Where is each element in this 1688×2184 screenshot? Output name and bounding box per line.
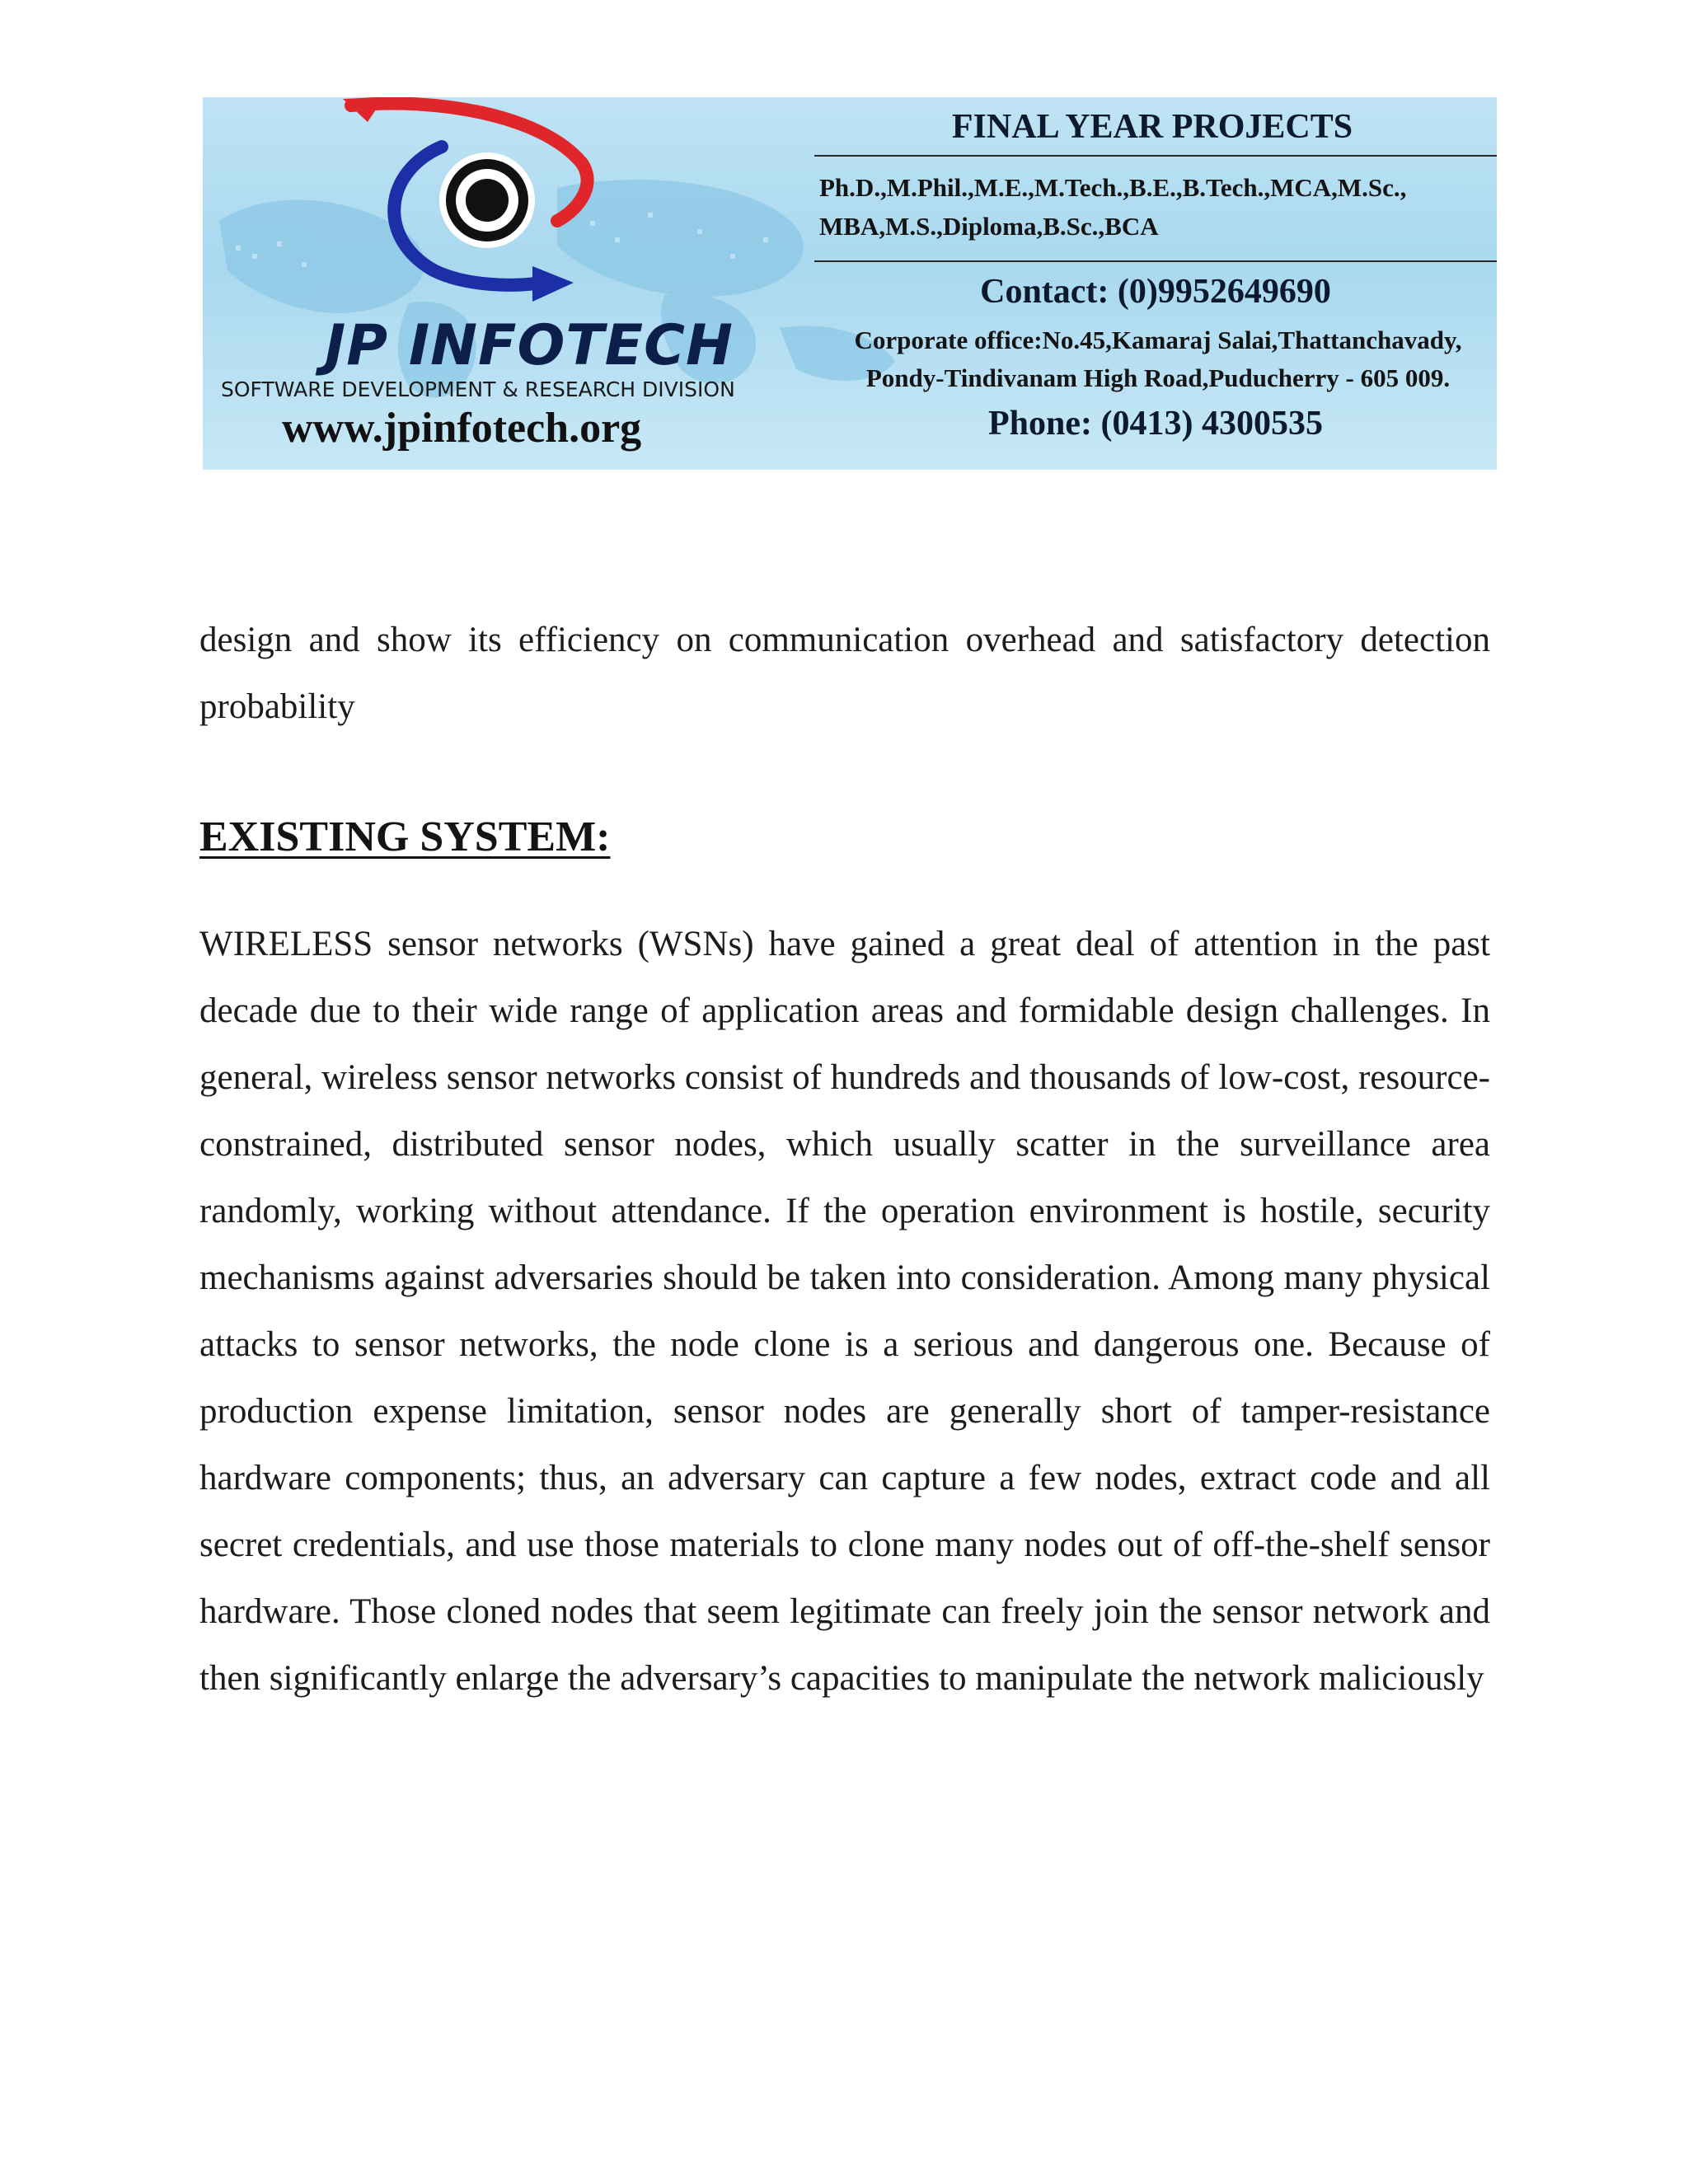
banner-info-panel	[814, 97, 1497, 470]
degree-line: Ph.D.,M.Phil.,M.E.,M.Tech.,B.E.,B.Tech.,MCA,M.Sc.,	[819, 173, 1407, 202]
section-paragraph: WIRELESS sensor networks (WSNs) have gained a great deal of attention in the past decade due to their wide range of application areas and formidable design challenges. In general, wireless sensor networks consist of hundreds and thousands of low-cost, resource-constrained, distributed sensor nodes, which usually scatter in the surveillance area randomly, working without attendance. If the operation environment is hostile, security mechanisms against adversaries should be taken into consideration. Among many physical attacks to sensor networks, the node clone is a serious and dangerous one. Because of production expense limitation, sensor nodes are generally short of tamper-resistance hardware components; thus, an adversary can capture a few nodes, extract code and all secret credentials, and use those materials to clone many nodes out of off-the-shelf sensor hardware. Those cloned nodes that seem legitimate can freely join the sensor network and then significantly enlarge the adversary’s capacities to manipulate the network maliciously	[199, 925, 1490, 1698]
address-line: Pondy-Tindivanam High Road,Puducherry - 605 009.	[865, 363, 1451, 392]
banner-divider	[814, 155, 1497, 157]
address-line: Corporate office:No.45,Kamaraj Salai,Thattanchavady,	[854, 326, 1462, 354]
brand-tagline: SOFTWARE DEVELOPMENT & RESEARCH DIVISION	[221, 377, 735, 401]
brand-name: JP INFOTECH	[325, 313, 734, 378]
contact-number: Contact: (0)9952649690	[980, 273, 1331, 311]
banner-divider	[814, 260, 1497, 262]
jp-infotech-logo-icon	[335, 97, 648, 312]
phone-number: Phone: (0413) 4300535	[988, 405, 1323, 443]
degree-line: MBA,M.S.,Diploma,B.Sc.,BCA	[819, 212, 1159, 241]
header-banner	[203, 97, 1497, 470]
degree-list	[819, 168, 1495, 246]
intro-paragraph: design and show its efficiency on communication overhead and satisfactory detection probability	[199, 621, 1490, 726]
office-address	[819, 321, 1497, 397]
section-heading: EXISTING SYSTEM:	[199, 813, 611, 860]
banner-title: FINAL YEAR PROJECTS	[951, 108, 1353, 146]
brand-url: www.jpinfotech.org	[282, 405, 642, 452]
